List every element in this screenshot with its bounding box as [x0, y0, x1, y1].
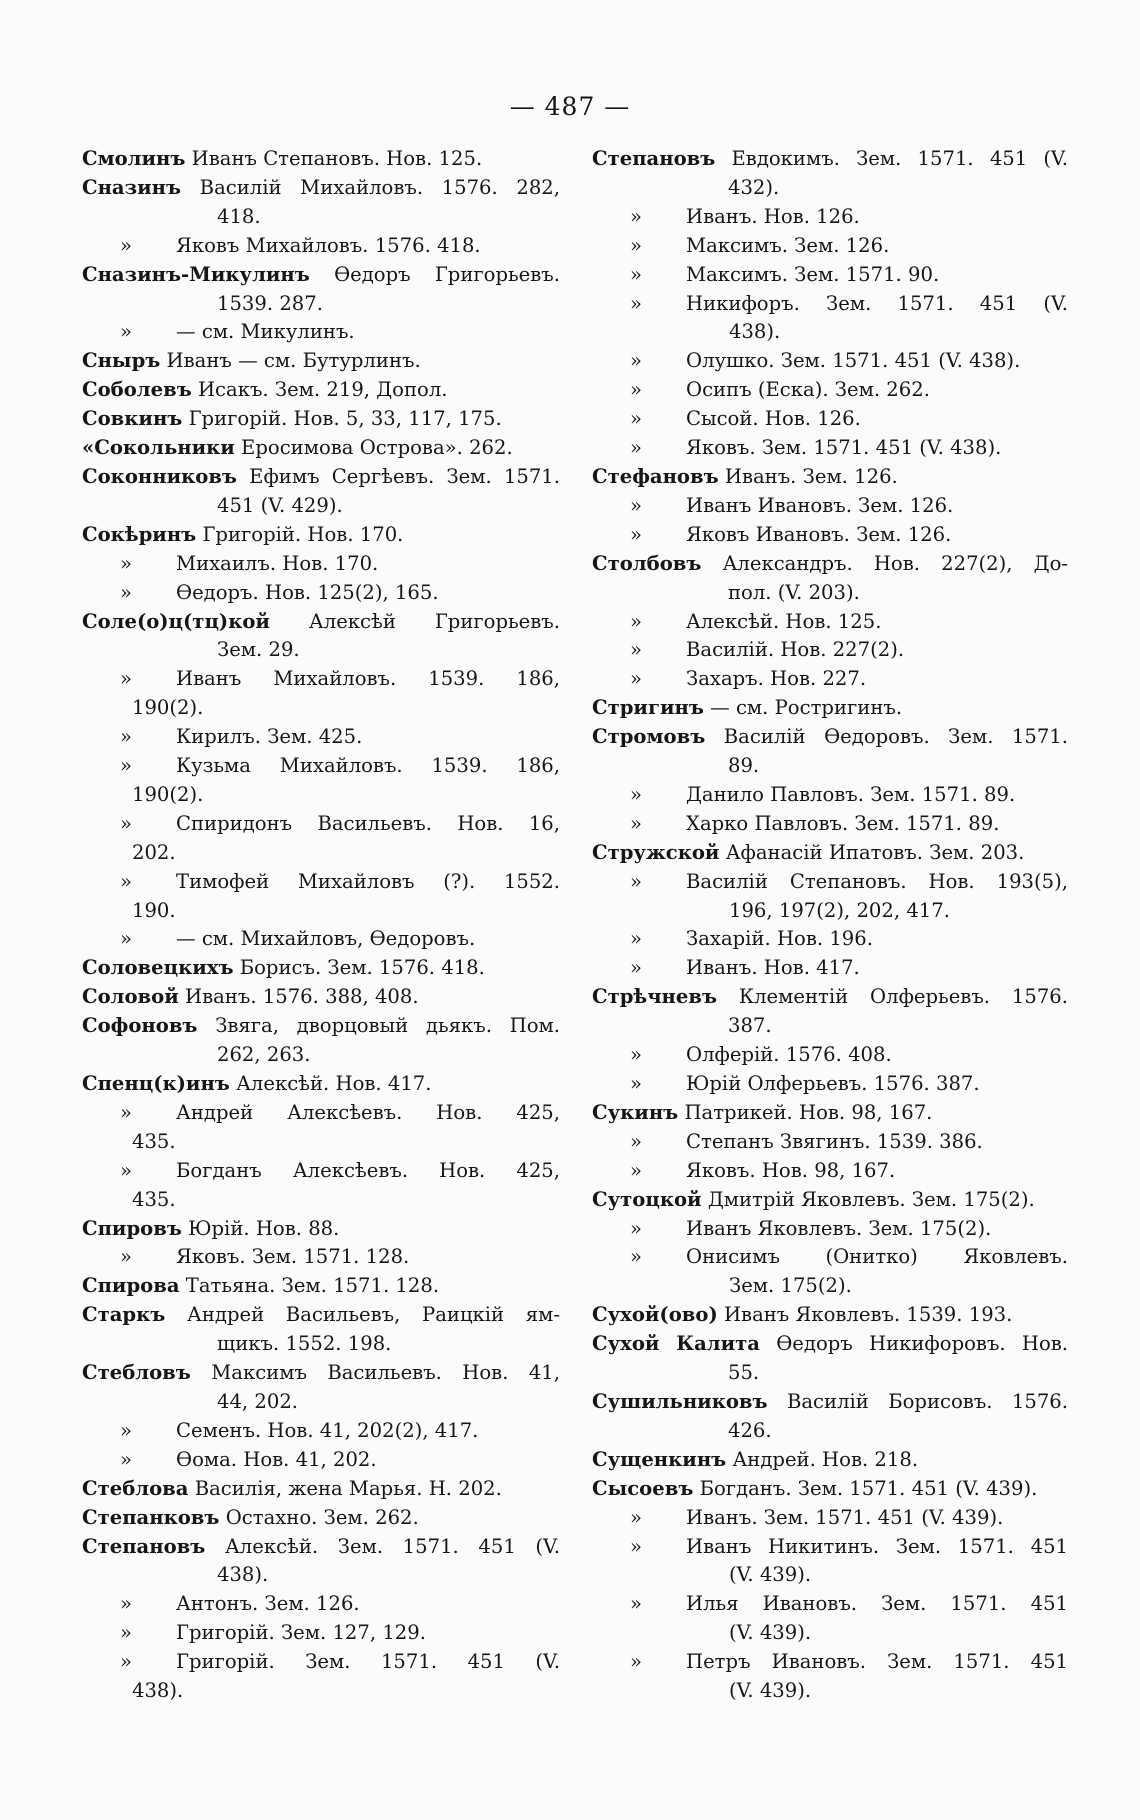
index-subentry	[82, 1648, 560, 1706]
entry-surname: Сныръ	[82, 349, 161, 373]
ditto-mark: »	[630, 927, 642, 951]
index-entry	[592, 694, 1068, 723]
index-entry	[82, 1012, 560, 1070]
ditto-mark: »	[630, 1650, 642, 1674]
ditto-mark: »	[630, 667, 642, 691]
entry-text: Иванъ Никитинъ. Зем. 1571. 451	[686, 1534, 1068, 1558]
entry-surname: Стеблова	[82, 1476, 189, 1500]
ditto-mark: »	[120, 1100, 132, 1124]
entry-text: — см. Михайловъ, Ѳедоровъ.	[176, 927, 476, 951]
entry-text: 196, 197(2), 202, 417.	[729, 898, 950, 922]
index-subentry	[82, 1243, 560, 1272]
ditto-mark: »	[630, 262, 642, 286]
entry-text: 435.	[132, 1129, 176, 1153]
entry-text: Дмитрій Яковлевъ. Зем. 175(2).	[707, 1187, 1035, 1211]
entry-text: Никифоръ. Зем. 1571. 451 (V.	[686, 291, 1068, 315]
index-subentry	[592, 1128, 1068, 1157]
ditto-mark: »	[630, 782, 642, 806]
index-subentry	[592, 376, 1068, 405]
entry-surname: Соконниковъ	[82, 464, 237, 488]
index-subentry	[592, 636, 1068, 665]
entry-surname: Стрѣчневъ	[592, 985, 718, 1009]
index-subentry	[592, 954, 1068, 983]
index-entry	[592, 145, 1068, 203]
entry-text: Михаилъ. Нов. 170.	[176, 551, 379, 575]
ditto-mark: »	[120, 1245, 132, 1269]
ditto-mark: »	[120, 811, 132, 835]
index-subentry	[592, 1070, 1068, 1099]
entry-text: Звяга, дворцовый дьякъ. Пом.	[215, 1014, 560, 1038]
ditto-mark: »	[630, 233, 642, 257]
entry-text: — см. Микулинъ.	[176, 320, 355, 344]
entry-text: 435.	[132, 1187, 176, 1211]
ditto-mark: »	[630, 1129, 642, 1153]
index-subentry	[82, 1619, 560, 1648]
index-entry	[82, 1504, 560, 1533]
ditto-mark: »	[630, 1592, 642, 1616]
index-subentry	[592, 232, 1068, 261]
entry-text: Ѳома. Нов. 41, 202.	[176, 1447, 377, 1471]
entry-text: Олушко. Зем. 1571. 451 (V. 438).	[686, 349, 1021, 373]
ditto-mark: »	[630, 1245, 642, 1269]
entry-surname: Стригинъ	[592, 696, 704, 720]
entry-text: 438).	[217, 1563, 269, 1587]
entry-surname: Спирова	[82, 1274, 180, 1298]
index-entry	[592, 1475, 1068, 1504]
entry-text: Исакъ. Зем. 219, Допол.	[197, 378, 448, 402]
ditto-mark: »	[630, 204, 642, 228]
index-entry	[82, 174, 560, 232]
ditto-mark: »	[630, 291, 642, 315]
entry-text: Иванъ. Нов. 126.	[686, 204, 860, 228]
entry-text: Иванъ Ивановъ. Зем. 126.	[686, 493, 954, 517]
index-subentry	[82, 1417, 560, 1446]
index-subentry	[82, 232, 560, 261]
entry-text: (V. 439).	[729, 1621, 812, 1645]
index-entry	[592, 1388, 1068, 1446]
index-subentry	[592, 1215, 1068, 1244]
entry-surname: Соболевъ	[82, 378, 192, 402]
entry-text: Юрій. Нов. 88.	[188, 1216, 340, 1240]
entry-text: 89.	[728, 754, 760, 778]
ditto-mark: »	[120, 1158, 132, 1182]
index-subentry	[592, 1504, 1068, 1533]
entry-text: — см. Ростригинъ.	[710, 696, 903, 720]
entry-text: Афанасій Ипатовъ. Зем. 203.	[725, 840, 1025, 864]
index-entry	[82, 1272, 560, 1301]
entry-text: 190(2).	[132, 696, 204, 720]
entry-text: Зем. 29.	[217, 638, 300, 662]
entry-surname: Стефановъ	[592, 464, 719, 488]
entry-text: Захарій. Нов. 196.	[686, 927, 873, 951]
entry-text: Ефимъ Сергѣевъ. Зем. 1571.	[249, 464, 560, 488]
entry-text: Василій Михайловъ. 1576. 282,	[199, 175, 560, 199]
entry-surname: Сысоевъ	[592, 1476, 694, 1500]
entry-text: Алексѣй. Зем. 1571. 451 (V.	[224, 1534, 560, 1558]
right-column	[592, 145, 1068, 1706]
entry-text: Зем. 175(2).	[729, 1274, 852, 1298]
entry-surname: Спировъ	[82, 1216, 182, 1240]
entry-text: Андрей Алексѣевъ. Нов. 425,	[176, 1100, 560, 1124]
entry-text: Василій Борисовъ. 1576.	[786, 1389, 1068, 1413]
entry-text: 190.	[132, 898, 176, 922]
index-subentry	[592, 521, 1068, 550]
entry-surname: Соловецкихъ	[82, 956, 234, 980]
entry-text: 438).	[132, 1679, 184, 1703]
entry-surname: Сушильниковъ	[592, 1389, 768, 1413]
index-entry	[82, 434, 560, 463]
ditto-mark: »	[630, 349, 642, 373]
entry-surname: Старкъ	[82, 1303, 166, 1327]
index-subentry	[82, 723, 560, 752]
ditto-mark: »	[120, 320, 132, 344]
entry-surname: Степанковъ	[82, 1505, 220, 1529]
index-entry	[82, 1301, 560, 1359]
index-subentry	[592, 405, 1068, 434]
entry-text: Григорій. Нов. 5, 33, 117, 175.	[188, 407, 502, 431]
index-subentry	[82, 318, 560, 347]
ditto-mark: »	[120, 1447, 132, 1471]
ditto-mark: »	[630, 1158, 642, 1182]
ditto-mark: »	[120, 1592, 132, 1616]
entry-text: Онисимъ (Онитко) Яковлевъ.	[686, 1245, 1068, 1269]
entry-text: Иванъ Яковлевъ. Зем. 175(2).	[686, 1216, 992, 1240]
index-subentry	[592, 347, 1068, 376]
index-entry	[82, 608, 560, 666]
entry-surname: Сокѣринъ	[82, 522, 197, 546]
index-entry	[82, 405, 560, 434]
ditto-mark: »	[120, 580, 132, 604]
entry-text: Алексѣй. Нов. 125.	[686, 609, 882, 633]
entry-text: Иванъ. Зем. 1571. 451 (V. 439).	[686, 1505, 1004, 1529]
index-entry	[82, 983, 560, 1012]
entry-text: Иванъ Степановъ. Нов. 125.	[191, 147, 483, 170]
index-subentry	[592, 434, 1068, 463]
index-subentry	[592, 1041, 1068, 1070]
index-entry	[82, 145, 560, 174]
entry-surname: Сназинъ	[82, 175, 182, 199]
page-number: — 487 —	[509, 92, 631, 121]
entry-text: 44, 202.	[217, 1389, 299, 1413]
entry-text: Иванъ. Зем. 126.	[724, 464, 898, 488]
entry-text: 426.	[728, 1418, 772, 1442]
ditto-mark: »	[120, 754, 132, 778]
entry-text: Борисъ. Зем. 1576. 418.	[239, 956, 485, 980]
index-entry	[592, 1446, 1068, 1475]
entry-text: Петръ Ивановъ. Зем. 1571. 451	[686, 1650, 1068, 1674]
entry-surname: Сукинъ	[592, 1100, 679, 1124]
entry-text: Татьяна. Зем. 1571. 128.	[185, 1274, 440, 1298]
index-entry	[592, 723, 1068, 781]
entry-text: Иванъ. Нов. 417.	[686, 956, 860, 980]
index-subentry	[592, 810, 1068, 839]
entry-text: Григорій. Нов. 170.	[202, 522, 404, 546]
index-subentry	[592, 781, 1068, 810]
entry-text: Олферій. 1576. 408.	[686, 1043, 892, 1067]
entry-text: Клементій Олферьевъ. 1576.	[738, 985, 1068, 1009]
entry-surname: Спенц(к)инъ	[82, 1072, 230, 1095]
entry-text: Захаръ. Нов. 227.	[686, 667, 867, 691]
entry-surname: Сутоцкой	[592, 1187, 702, 1211]
entry-text: Харко Павловъ. Зем. 1571. 89.	[686, 811, 1000, 835]
entry-text: щикъ. 1552. 198.	[217, 1332, 392, 1356]
index-entry	[82, 261, 560, 319]
ditto-mark: »	[120, 667, 132, 691]
ditto-mark: »	[120, 1621, 132, 1645]
entry-text: Иванъ. 1576. 388, 408.	[185, 985, 419, 1009]
index-subentry	[82, 752, 560, 810]
ditto-mark: »	[630, 493, 642, 517]
entry-text: Яковъ Михайловъ. 1576. 418.	[176, 233, 481, 257]
entry-surname: Совкинъ	[82, 407, 183, 431]
index-entry	[592, 550, 1068, 608]
entry-text: Василій. Нов. 227(2).	[686, 638, 905, 662]
left-column	[82, 145, 560, 1706]
ditto-mark: »	[630, 609, 642, 633]
entry-surname: «Сокольники	[82, 436, 235, 460]
entry-surname: Степановъ	[82, 1534, 206, 1558]
entry-text: Осипъ (Еска). Зем. 262.	[686, 378, 930, 402]
index-subentry	[592, 1157, 1068, 1186]
index-entry	[82, 463, 560, 521]
index-subentry	[592, 665, 1068, 694]
index-entry	[82, 1359, 560, 1417]
entry-text: Василій Ѳедоровъ. Зем. 1571.	[723, 725, 1068, 749]
entry-text: Максимъ. Зем. 126.	[686, 233, 890, 257]
index-entry	[592, 1186, 1068, 1215]
entry-text: 1539. 287.	[217, 291, 323, 315]
entry-text: Данило Павловъ. Зем. 1571. 89.	[686, 782, 1016, 806]
index-entry	[82, 1533, 560, 1591]
entry-text: (V. 439).	[729, 1679, 812, 1703]
ditto-mark: »	[630, 1043, 642, 1067]
entry-text: Кузьма Михайловъ. 1539. 186,	[176, 754, 560, 778]
entry-text: Максимъ. Зем. 1571. 90.	[686, 262, 940, 286]
entry-text: Илья Ивановъ. Зем. 1571. 451	[686, 1592, 1068, 1616]
entry-text: Сысой. Нов. 126.	[686, 407, 861, 431]
index-entry	[592, 1301, 1068, 1330]
entry-surname: Сухой Калита	[592, 1332, 760, 1356]
ditto-mark: »	[120, 927, 132, 951]
entry-surname: Степановъ	[592, 147, 716, 170]
ditto-mark: »	[630, 436, 642, 460]
entry-surname: Смолинъ	[82, 147, 186, 170]
index-entry	[592, 983, 1068, 1041]
entry-text: Степанъ Звягинъ. 1539. 386.	[686, 1129, 983, 1153]
ditto-mark: »	[630, 869, 642, 893]
index-subentry	[592, 868, 1068, 926]
entry-text: 387.	[728, 1014, 772, 1038]
index-subentry	[82, 1157, 560, 1215]
entry-text: Антонъ. Зем. 126.	[176, 1592, 360, 1616]
entry-surname: Соловой	[82, 985, 179, 1009]
index-entry	[592, 1099, 1068, 1128]
entry-text: 432).	[728, 175, 780, 199]
ditto-mark: »	[120, 725, 132, 749]
entry-text: Богданъ Алексѣевъ. Нов. 425,	[176, 1158, 560, 1182]
index-entry	[82, 521, 560, 550]
entry-surname: Столбовъ	[592, 551, 702, 575]
entry-text: Богданъ. Зем. 1571. 451 (V. 439).	[699, 1476, 1038, 1500]
index-entry	[82, 376, 560, 405]
entry-text: Василія, жена Марья. Н. 202.	[194, 1476, 502, 1500]
index-subentry	[82, 925, 560, 954]
index-subentry	[592, 608, 1068, 637]
entry-text: Еросимова Острова». 262.	[241, 436, 513, 460]
index-subentry	[82, 868, 560, 926]
entry-text: Максимъ Васильевъ. Нов. 41,	[211, 1361, 560, 1385]
entry-text: Ѳедоръ Григорьевъ.	[334, 262, 560, 286]
ditto-mark: »	[630, 407, 642, 431]
entry-text: пол. (V. 203).	[728, 580, 860, 604]
ditto-mark: »	[630, 811, 642, 835]
ditto-mark: »	[120, 1650, 132, 1674]
index-subentry	[82, 1590, 560, 1619]
entry-surname: Соле(о)ц(тц)кой	[82, 609, 270, 633]
index-entry	[82, 1215, 560, 1244]
entry-text: Юрій Олферьевъ. 1576. 387.	[686, 1072, 980, 1095]
entry-text: Алексѣй Григорьевъ.	[308, 609, 560, 633]
entry-text: Андрей. Нов. 218.	[732, 1447, 919, 1471]
entry-text: Алексѣй. Нов. 417.	[236, 1072, 432, 1095]
entry-text: Патрикей. Нов. 98, 167.	[684, 1100, 933, 1124]
index-entry	[592, 463, 1068, 492]
index-entry	[592, 839, 1068, 868]
ditto-mark: »	[630, 1072, 642, 1095]
ditto-mark: »	[630, 1534, 642, 1558]
ditto-mark: »	[630, 1505, 642, 1529]
index-entry	[82, 1475, 560, 1504]
entry-text: Андрей Васильевъ, Раицкій ям-	[186, 1303, 560, 1327]
entry-text: Яковъ. Зем. 1571. 451 (V. 438).	[686, 436, 1002, 460]
entry-text: 262, 263.	[217, 1043, 311, 1067]
entry-text: Евдокимъ. Зем. 1571. 451 (V.	[731, 147, 1068, 170]
entry-surname: Сущенкинъ	[592, 1447, 727, 1471]
entry-text: 190(2).	[132, 782, 204, 806]
ditto-mark: »	[120, 551, 132, 575]
index-subentry	[592, 1533, 1068, 1591]
index-subentry	[592, 1648, 1068, 1706]
ditto-mark: »	[120, 1418, 132, 1442]
index-subentry	[592, 492, 1068, 521]
index-subentry	[592, 925, 1068, 954]
index-entry	[592, 1330, 1068, 1388]
entry-text: (V. 439).	[729, 1563, 812, 1587]
entry-surname: Софоновъ	[82, 1014, 198, 1038]
entry-text: Григорій. Зем. 127, 129.	[176, 1621, 426, 1645]
index-entry	[82, 1070, 560, 1099]
entry-text: Остахно. Зем. 262.	[225, 1505, 419, 1529]
entry-surname: Стромовъ	[592, 725, 706, 749]
entry-text: Василій Степановъ. Нов. 193(5),	[686, 869, 1068, 893]
index-subentry	[592, 290, 1068, 348]
index-subentry	[82, 1446, 560, 1475]
entry-surname: Сназинъ-Микулинъ	[82, 262, 310, 286]
entry-surname: Сухой(ово)	[592, 1303, 718, 1327]
ditto-mark: »	[630, 638, 642, 662]
ditto-mark: »	[120, 869, 132, 893]
entry-text: Иванъ Михайловъ. 1539. 186,	[176, 667, 560, 691]
entry-text: Ѳедоръ. Нов. 125(2), 165.	[176, 580, 439, 604]
entry-text: Ѳедоръ Никифоровъ. Нов.	[776, 1332, 1068, 1356]
index-subentry	[82, 550, 560, 579]
ditto-mark: »	[630, 956, 642, 980]
entry-text: 451 (V. 429).	[217, 493, 343, 517]
entry-text: Иванъ Яковлевъ. 1539. 193.	[723, 1303, 1013, 1327]
entry-text: Григорій. Зем. 1571. 451 (V.	[176, 1650, 560, 1674]
index-subentry	[82, 665, 560, 723]
index-subentry	[82, 810, 560, 868]
entry-surname: Стружской	[592, 840, 720, 864]
index-entry	[82, 954, 560, 983]
entry-text: 55.	[728, 1361, 760, 1385]
entry-text: Иванъ — см. Бутурлинъ.	[166, 349, 421, 373]
index-subentry	[592, 1590, 1068, 1648]
index-subentry	[592, 261, 1068, 290]
index-subentry	[592, 1243, 1068, 1301]
ditto-mark: »	[630, 522, 642, 546]
entry-text: 202.	[132, 840, 176, 864]
entry-text: 438).	[729, 320, 781, 344]
entry-text: Тимофей Михайловъ (?). 1552.	[176, 869, 560, 893]
entry-text: Спиридонъ Васильевъ. Нов. 16,	[176, 811, 560, 835]
index-entry	[82, 347, 560, 376]
entry-text: 418.	[217, 204, 261, 228]
entry-text: Семенъ. Нов. 41, 202(2), 417.	[176, 1418, 479, 1442]
ditto-mark: »	[630, 378, 642, 402]
index-subentry	[82, 1099, 560, 1157]
entry-surname: Стебловъ	[82, 1361, 191, 1385]
index-subentry	[592, 203, 1068, 232]
entry-text: Александръ. Нов. 227(2), До-	[722, 551, 1068, 575]
ditto-mark: »	[630, 1216, 642, 1240]
entry-text: Яковъ Ивановъ. Зем. 126.	[686, 522, 952, 546]
entry-text: Яковъ. Зем. 1571. 128.	[176, 1245, 410, 1269]
ditto-mark: »	[120, 233, 132, 257]
entry-text: Яковъ. Нов. 98, 167.	[686, 1158, 896, 1182]
entry-text: Кирилъ. Зем. 425.	[176, 725, 363, 749]
index-subentry	[82, 579, 560, 608]
